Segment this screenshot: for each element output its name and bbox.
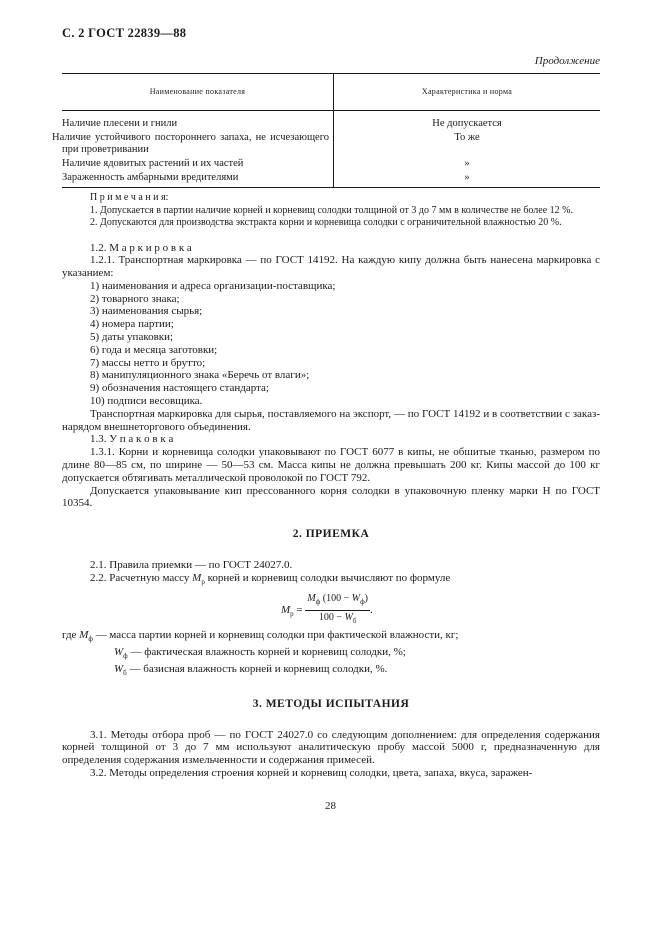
list-item: 4) номера партии; xyxy=(90,318,174,331)
list-item: 9) обозначения настоящего стандарта; xyxy=(90,382,269,395)
table-header-name: Наименование показателя xyxy=(62,74,334,111)
formula-legend xyxy=(62,629,600,680)
notes-title: П р и м е ч а н и я: xyxy=(90,192,169,203)
section-2-title: 2. ПРИЕМКА xyxy=(292,528,370,541)
formula-numerator: $М_ф$ $(100 - W_ф)$ xyxy=(305,593,370,611)
row-name: Наличие плесени и гнили xyxy=(62,117,334,131)
table-header-norm: Характеристика и норма xyxy=(334,74,601,111)
paragraph-3-1: 3.1. Методы отбора проб — по ГОСТ 24027.0 со следующим дополнением: для определения содержания корней толщиной от 3 до 7 мм используют аналитическую пробу массой 5000 г, предназначенную для определения содержания измельченности и содержания примесей. xyxy=(62,728,600,767)
row-name: Наличие ядовитых растений и их частей xyxy=(62,157,334,171)
legend-line: $W_ф$ — фактическая влажность корней и корневищ солодки, %; xyxy=(114,645,406,660)
continuation-label: Продолжение xyxy=(534,55,600,67)
page-number: 28 xyxy=(325,800,336,812)
section-1-3-title: 1.3. У п а к о в к а xyxy=(90,433,174,446)
row-name: Зараженность амбарными вредителями xyxy=(62,171,334,188)
note-1: 1. Допускается в партии наличие корней и корневищ солодки толщиной от 3 до 7 мм в количестве не более 12 %. xyxy=(90,204,573,216)
list-item: 10) подписи весовщика. xyxy=(90,395,203,408)
formula-denominator: $100 - W_б$ xyxy=(318,611,357,625)
paragraph-3-2: 3.2. Методы определения строения корней и корневищ солодки, цвета, запаха, вкуса, заражен- xyxy=(90,766,533,779)
row-value: Не допускается xyxy=(432,117,502,129)
formula-fraction xyxy=(305,593,370,628)
list-item: 2) товарного знака; xyxy=(90,292,180,305)
mass-formula: $М_р$ = $\frac{М_ф (100 - W_ф)}{100 - W_б}$ . xyxy=(62,589,600,629)
list-item: 1) наименования и адреса организации-поставщика; xyxy=(90,279,336,292)
row-value: » xyxy=(464,157,470,169)
table-row xyxy=(62,131,600,157)
table-row xyxy=(62,117,600,131)
indicators-table xyxy=(52,73,600,188)
paragraph-2-1: 2.1. Правила приемки — по ГОСТ 24027.0. xyxy=(90,559,293,572)
paragraph-1-3-1: 1.3.1. Корни и корневища солодки упаковывают по ГОСТ 6077 в кипы, не обшитые тканью, размером по длине 80—85 см, по ширине — 50—53 см. Масса кипы не должна превышать 200 кг. Кипы массой до 100 кг допускается обтягивать металлической проволокой по ГОСТ 792. xyxy=(62,446,600,484)
note-2: 2. Допускаются для производства экстракта корни и корневища солодки с ограничительной влажностью 20 %. xyxy=(90,217,562,228)
list-item: 6) года и месяца заготовки; xyxy=(90,343,218,356)
section-3-title: 3. МЕТОДЫ ИСПЫТАНИЯ xyxy=(252,697,410,710)
legend-line: где $М_ф$ — масса партии корней и корневищ солодки при фактической влажности, кг; xyxy=(62,628,459,643)
row-value: То же xyxy=(454,131,480,143)
section-1-2-title: 1.2. М а р к и р о в к а xyxy=(90,241,192,254)
document-body xyxy=(62,192,600,780)
table-row xyxy=(62,171,600,188)
table-row xyxy=(62,157,600,171)
paragraph-1-2-1: 1.2.1. Транспортная маркировка — по ГОСТ 14192. На каждую кипу должна быть нанесена маркировка с указанием: xyxy=(62,254,600,280)
list-item: 7) массы нетто и брутто; xyxy=(90,356,206,369)
list-item: 3) наименования сырья; xyxy=(90,305,203,318)
page-header: С. 2 ГОСТ 22839—88 xyxy=(62,26,187,40)
paragraph-1-3-2: Допускается упаковывание кип прессованного корня солодки в упаковочную пленку марки Н по ГОСТ 10354. xyxy=(62,484,600,510)
row-name: Наличие устойчивого постороннего запаха, не исчезающего при проветривании xyxy=(62,131,334,157)
paragraph-2-2: 2.2. Расчетную массу $М_р$ корней и корневищ солодки вычисляют по формуле xyxy=(90,571,451,587)
list-item: 5) даты упаковки; xyxy=(90,331,174,344)
row-value: » xyxy=(334,171,601,188)
export-marking-paragraph: Транспортная маркировка для сырья, поставляемого на экспорт, — по ГОСТ 14192 и в соответствии с заказ-нарядом внешнеторгового объединения. xyxy=(62,407,600,433)
legend-line: $W_б$ — базисная влажность корней и корневищ солодки, %. xyxy=(114,662,388,677)
list-item: 8) манипуляционного знака «Беречь от влаги»; xyxy=(90,369,310,382)
